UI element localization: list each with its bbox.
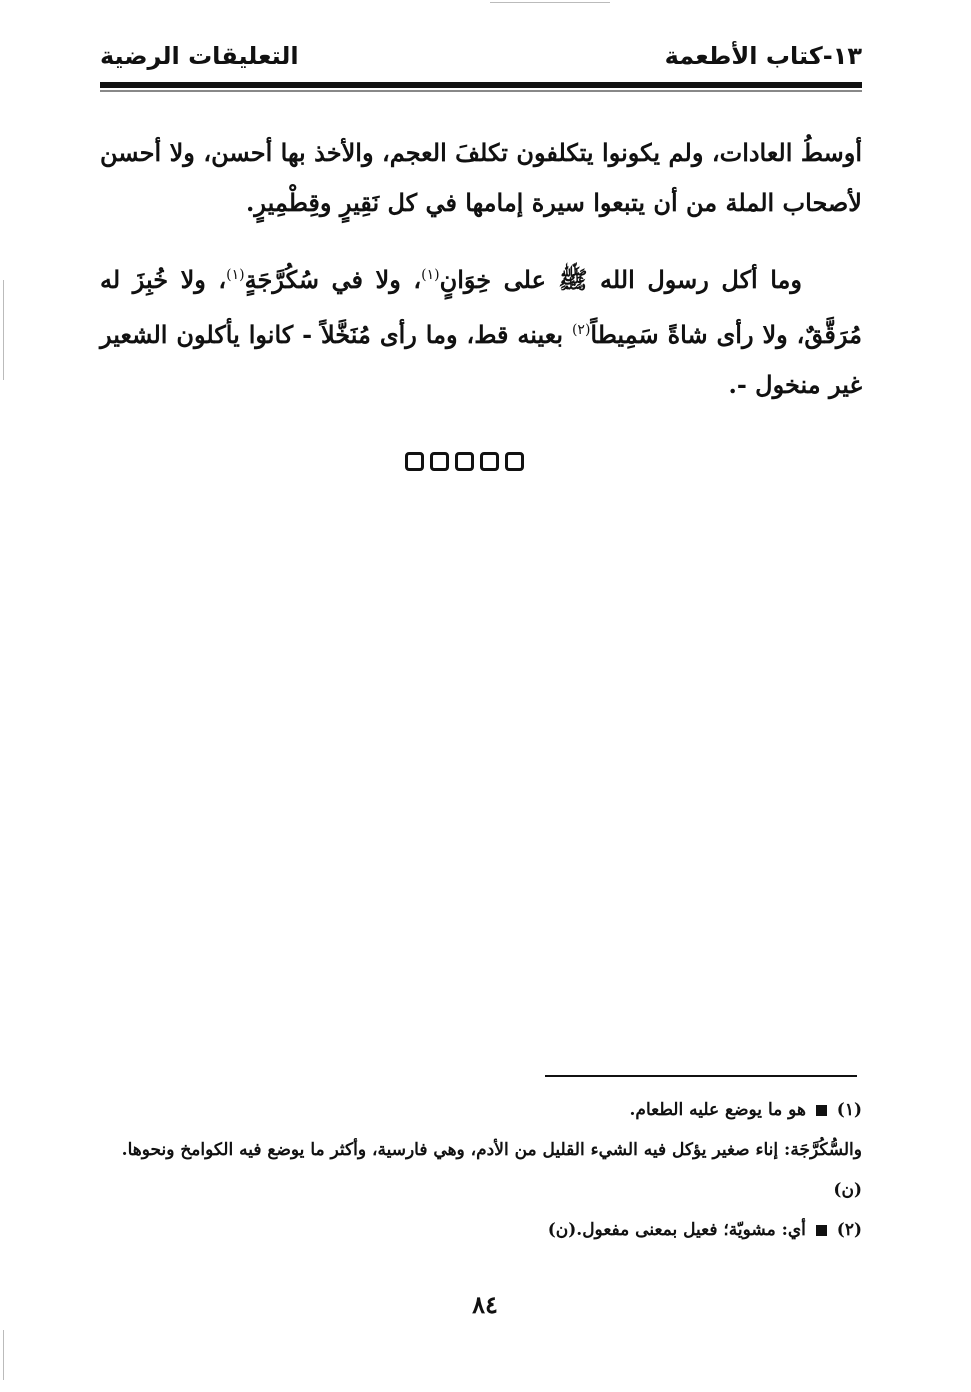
book-title: التعليقات الرضية (100, 42, 299, 70)
paragraph-2-part-3: ، ولا خُبِزَ له مُرَقَّقٌ، ولا رأى شاةً سَمِيطاً (100, 265, 863, 349)
square-bullet-icon (816, 1105, 827, 1116)
running-header (100, 38, 862, 78)
footnote-1 (100, 1090, 862, 1130)
paragraph-2-part-2: ، ولا في سُكُرَّجَةٍ (244, 265, 422, 294)
paragraph-1: أوسطُ العادات، ولم يكونوا يتكلفون تكلفَ العجم، والأخذ بها أحسن، ولا أحسن لأصحاب الملة من أن يتبعوا سيرة إمامها في كل نَقِيرٍ وقِطْمِيرٍ. (100, 138, 862, 217)
footnote-ref-1: (١) (421, 267, 440, 283)
scan-margin-line (3, 280, 4, 380)
footnote-1-text: هو ما يوضع عليه الطعام. (629, 1100, 806, 1120)
square-bullet-icon (816, 1225, 827, 1236)
divider-square (480, 452, 499, 471)
paragraph-2-part-1: وما أكل رسول الله ﷺ على خِوَانٍ (439, 265, 802, 294)
page-number: ٨٤ (472, 1290, 498, 1319)
footnote-1-continuation: والسُّكُرَّجَة: إناء صغير يؤكل فيه الشيء القليل من الأدم، وهي فارسية، وأكثر ما يوضع فيه الكوامخ ونحوها.(ن) (121, 1140, 862, 1200)
divider-square (455, 452, 474, 471)
footnote-2-number: (٢) (836, 1220, 862, 1240)
divider-square (430, 452, 449, 471)
paragraph-2 (100, 250, 862, 410)
paragraph-2-part-4: بعينه قط، وما رأى مُنَخَّلاً - كانوا يأكلون الشعير غير منخول -. (100, 320, 862, 399)
divider-square (505, 452, 524, 471)
section-divider-squares (405, 452, 555, 482)
footnotes (100, 1090, 862, 1250)
header-rule (100, 82, 862, 88)
header-rule-thin (100, 90, 862, 92)
footnote-2-text: أي: مشويّة؛ فعيل بمعنى مفعول.(ن) (547, 1220, 806, 1240)
top-faint-rule (490, 2, 610, 3)
chapter-title: ١٣-كتاب الأطعمة (664, 42, 862, 70)
main-text (100, 128, 862, 432)
divider-square (405, 452, 424, 471)
footnote-2 (100, 1210, 862, 1250)
scan-margin-line-bottom (3, 1330, 4, 1380)
footnote-1-number: (١) (836, 1100, 862, 1120)
footnote-ref-1b: (١) (226, 267, 245, 283)
footnote-separator (545, 1075, 857, 1077)
footnote-ref-2: (٢) (571, 322, 591, 338)
